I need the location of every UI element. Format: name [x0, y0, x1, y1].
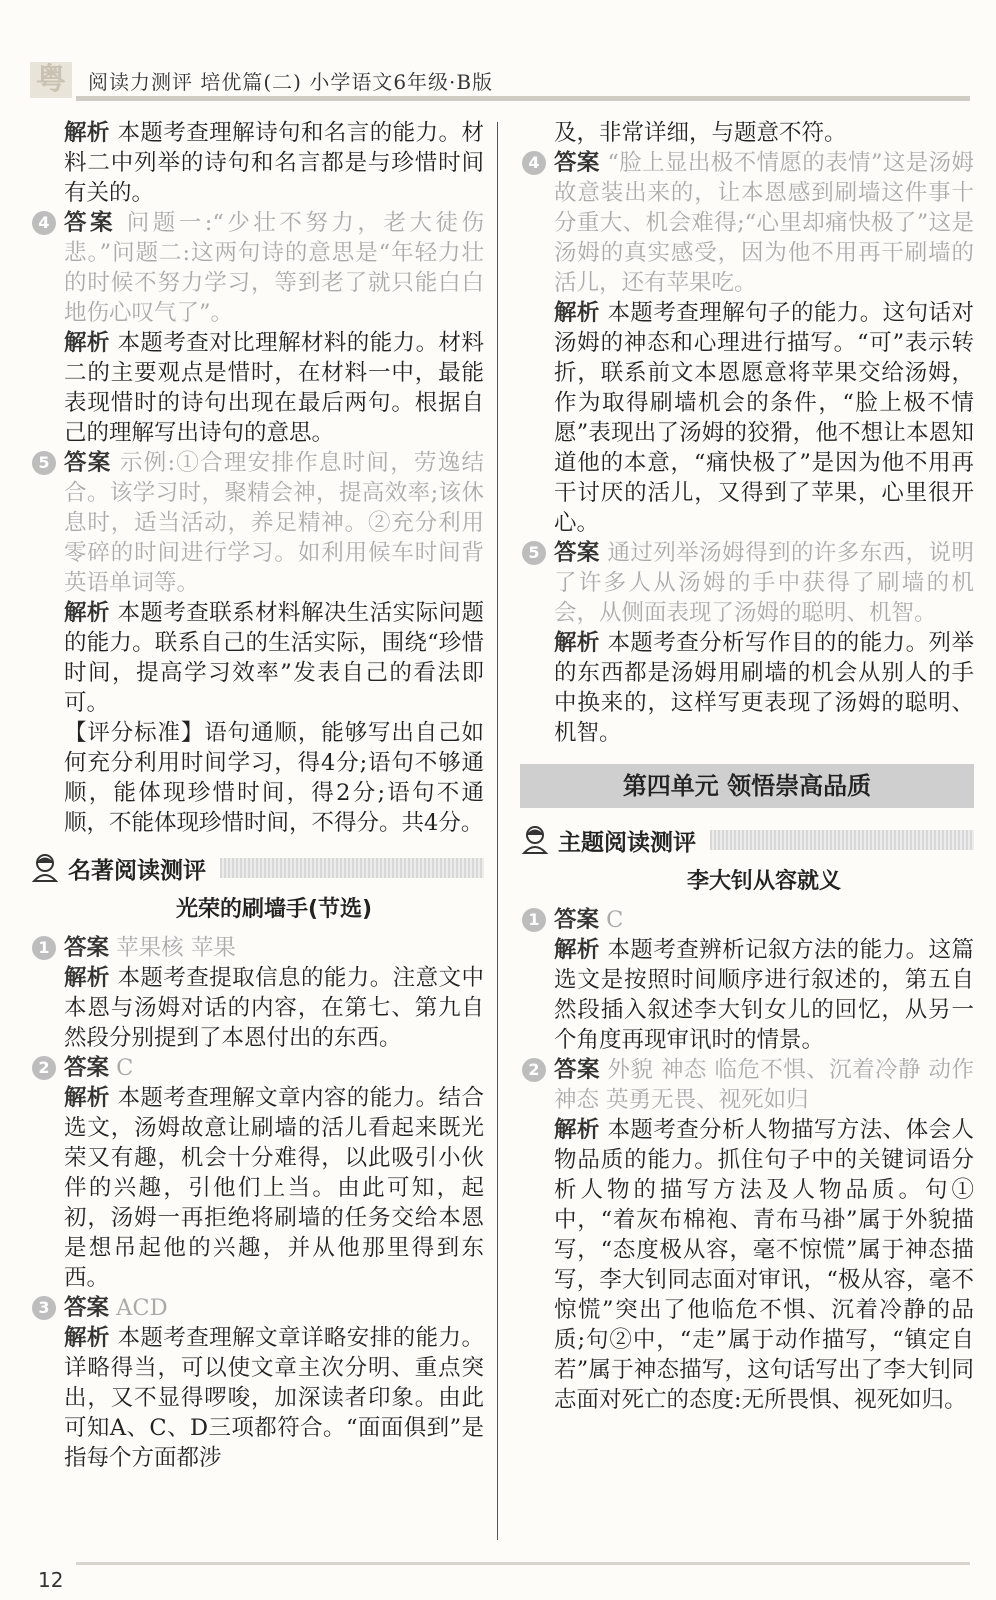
answer-text: 外貌 神态 临危不惧、沉着冷静 动作 神态 英勇无畏、视死如归 [554, 1057, 974, 1113]
question-4 [38, 208, 484, 448]
answer-text: 示例:①合理安排作息时间，劳逸结合。该学习时，聚精会神，提高效率;该休息时，适当活动，养足精神。②充分利用零碎的时间进行学习。如利用候车时间背英语单词等。 [64, 450, 484, 596]
answer-text: 苹果核 苹果 [109, 935, 236, 961]
book-title: 阅读力测评 培优篇(二) 小学语文6年级·B版 [88, 70, 494, 94]
analysis-label: 解析 [64, 120, 110, 146]
question-number: 1 [522, 908, 546, 932]
answer-label: 答案 [554, 1057, 600, 1083]
answer-label: 答案 [64, 210, 117, 236]
footer-rule [76, 1562, 970, 1565]
left-column [38, 118, 484, 1473]
analysis-text: 本题考查提取信息的能力。注意文中本恩与汤姆对话的内容，在第七、第九自然段分别提到了本恩付出的东西。 [64, 965, 484, 1051]
page-number: 12 [38, 1568, 64, 1592]
publisher-logo: 粤 [30, 62, 72, 98]
answer-text: C [109, 1055, 134, 1081]
section-bar [220, 858, 484, 878]
reader-icon [30, 852, 60, 882]
analysis-label: 解析 [64, 1085, 110, 1111]
question-4 [528, 148, 974, 538]
question-2 [38, 1053, 484, 1293]
analysis-text: 本题考查辨析记叙方法的能力。这篇选文是按照时间顺序进行叙述的，第五自然段插入叙述李大钊女儿的回忆，从另一个角度再现审讯时的情景。 [554, 937, 974, 1053]
right-column [528, 118, 974, 1415]
question-number: 5 [32, 451, 56, 475]
question-3 [38, 1293, 484, 1473]
header-rule [76, 96, 970, 101]
page-header [0, 0, 996, 100]
analysis-text: 本题考查对比理解材料的能力。材料二的主要观点是惜时，在材料一中，最能表现惜时的诗句出现在最后两句。根据自己的理解写出诗句的意思。 [64, 330, 484, 446]
answer-label: 答案 [554, 150, 600, 176]
analysis-text: 本题考查理解文章内容的能力。结合选文，汤姆故意让刷墙的活儿看起来既光荣又有趣，机会十分难得，以此吸引小伙伴的兴趣，引他们上当。由此可知，起初，汤姆一再拒绝将刷墙的任务交给本恩是想吊起他的兴趣，并从他那里得到东西。 [64, 1085, 484, 1291]
question-number: 4 [522, 151, 546, 175]
analysis-text: 本题考查分析人物描写方法、体会人物品质的能力。抓住句子中的关键词语分析人物的描写方法及人物品质。句①中，“着灰布棉袍、青布马褂”属于外貌描写，“态度极从容，毫不惊慌”属于神态描写，李大钊同志面对审讯，“极从容，毫不惊慌”突出了他临危不惧、沉着冷静的品质;句②中，“走”属于动作描写，“镇定自若”属于神态描写，这句话写出了李大钊同志面对死亡的态度:无所畏惧、视死如归。 [554, 1117, 974, 1413]
analysis-label: 解析 [554, 300, 600, 326]
section-title: 名著阅读测评 [68, 858, 206, 884]
question-number: 3 [32, 1296, 56, 1320]
analysis-label: 解析 [64, 965, 110, 991]
question-number: 5 [522, 541, 546, 565]
answer-text: 通过列举汤姆得到的许多东西，说明了许多人从汤姆的手中获得了刷墙的机会，从侧面表现了汤姆的聪明、机智。 [554, 540, 974, 626]
analysis-label: 解析 [64, 1325, 110, 1351]
question-number: 1 [32, 936, 56, 960]
answer-label: 答案 [64, 1055, 110, 1081]
answer-text: C [599, 907, 624, 933]
question-number: 2 [32, 1056, 56, 1080]
answer-text: 问题一:“少壮不努力，老大徒伤悲。”问题二:这两句诗的意思是“年轻力壮的时候不努力学习，等到老了就只能白白地伤心叹气了”。 [64, 210, 484, 326]
analysis-label: 解析 [554, 1117, 600, 1143]
continued-text: 及，非常详细，与题意不符。 [554, 120, 847, 146]
section-header [30, 850, 484, 886]
unit-banner: 第四单元 领悟崇高品质 [520, 764, 974, 808]
answer-label: 答案 [64, 1295, 110, 1321]
analysis-text: 本题考查联系材料解决生活实际问题的能力。联系自己的生活实际，围绕“珍惜时间，提高学习效率”发表自己的看法即可。 [64, 600, 484, 716]
column-divider [497, 122, 498, 1540]
analysis-block [64, 118, 484, 208]
answer-label: 答案 [64, 935, 110, 961]
answer-text: “脸上显出极不情愿的表情”这是汤姆故意装出来的，让本恩感到刷墙这件事十分重大、机会难得;“心里却痛快极了”这是汤姆的真实感受，因为他不用再干刷墙的活儿，还有苹果吃。 [554, 150, 974, 296]
section-bar [710, 830, 974, 850]
article-title: 光荣的刷墙手(节选) [175, 897, 373, 922]
analysis-label: 解析 [64, 330, 110, 356]
question-number: 2 [522, 1058, 546, 1082]
question-2 [528, 1055, 974, 1415]
question-5 [38, 448, 484, 838]
question-1 [528, 905, 974, 1055]
answer-text: ACD [109, 1295, 168, 1321]
analysis-text: 本题考查理解诗句和名言的能力。材料二中列举的诗句和名言都是与珍惜时间有关的。 [64, 120, 484, 206]
answer-label: 答案 [554, 907, 600, 933]
analysis-text: 本题考查理解句子的能力。这句话对汤姆的神态和心理进行描写。“可”表示转折，联系前文本恩愿意将苹果交给汤姆，作为取得刷墙机会的条件，“脸上极不情愿”表现出了汤姆的狡猾，他不想让本恩知道他的本意，“痛快极了”是因为他不用再干讨厌的活儿，又得到了苹果，心里很开心。 [554, 300, 974, 536]
scoring-criteria: 【评分标准】语句通顺，能够写出自己如何充分利用时间学习，得4分;语句不够通顺，能体现珍惜时间，得2分;语句不通顺，不能体现珍惜时间，不得分。共4分。 [64, 720, 484, 836]
section-title: 主题阅读测评 [558, 830, 696, 856]
answer-label: 答案 [64, 450, 112, 476]
reader-icon [520, 824, 550, 854]
article-title: 李大钊从容就义 [686, 869, 841, 894]
analysis-label: 解析 [554, 937, 600, 963]
analysis-label: 解析 [64, 600, 110, 626]
analysis-text: 本题考查理解文章详略安排的能力。详略得当，可以使文章主次分明、重点突出，又不显得啰唆，加深读者印象。由此可知A、C、D三项都符合。“面面俱到”是指每个方面都涉 [64, 1325, 484, 1471]
question-5 [528, 538, 974, 748]
answer-label: 答案 [554, 540, 600, 566]
analysis-label: 解析 [554, 630, 600, 656]
section-header [520, 822, 974, 858]
analysis-text: 本题考查分析写作目的的能力。列举的东西都是汤姆用刷墙的机会从别人的手中换来的，这样写更表现了汤姆的聪明、机智。 [554, 630, 974, 746]
question-1 [38, 933, 484, 1053]
question-number: 4 [32, 211, 56, 235]
